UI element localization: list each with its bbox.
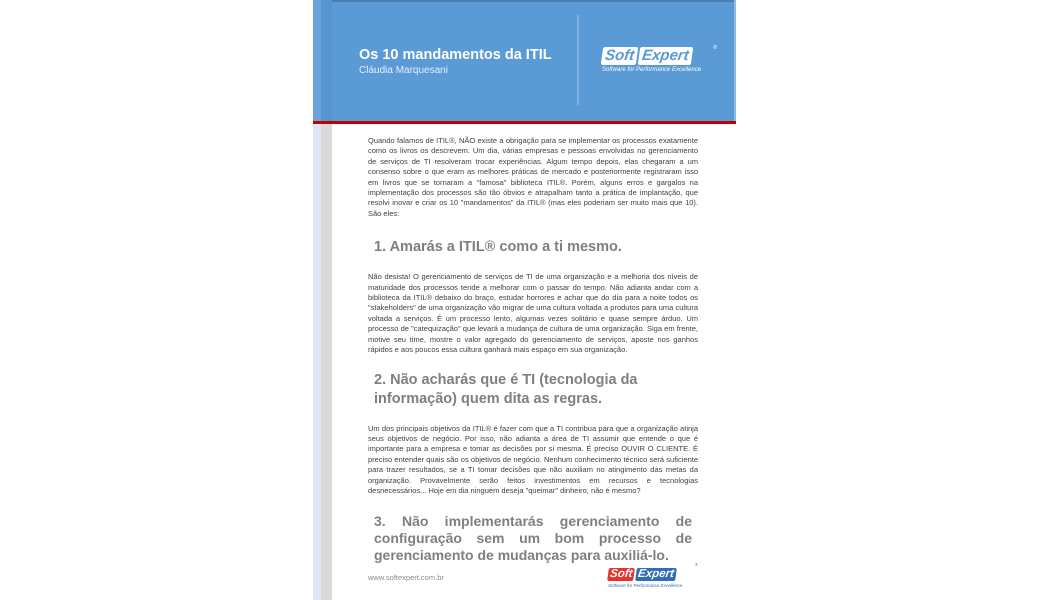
header-right-edge [734,0,736,121]
logo-tagline: Software for Performance Excellence [608,583,683,588]
section-2-heading: 2. Não acharás que é TI (tecnologia da informação) quem dita as regras. [374,371,638,407]
header-left-band [313,0,321,121]
intro-paragraph: Quando falamos de ITIL®, NÃO existe a obrigação para se implementar os processos exatamente como os livros os descrevem. Um dia, várias empresas e pessoas envolvidas no gerenciamento de serviços de TI resolveram trocar experiências. Algum tempo depois, elas chegaram a um consenso sobre o que eram as melhores práticas de mercado e posteriormente registraram isso em livros que se tornaram a "famosa" biblioteca ITIL®. Porém, alguns erros e gargalos na implementação dos processos são tão óbvios e atrapalham tanto a prática de implantação, que resolvi inovar e criar os 10 "mandamentos" da ITIL® (mas eles poderiam ser muito mais que 10). São eles: [368,136,698,218]
logo-word-expert: Expert [638,47,693,65]
header-left-band-shade [321,0,332,121]
section-1-heading: 1. Amarás a ITIL® como a ti mesmo. [374,239,622,256]
section-2-body: Um dos principais objetivos da ITIL® é fazer com que a TI contribua para que a organização atinja seus objetivos de negócio. Por isso, não adianta a área de TI assumir que entende o que é importante para a empresa e tomar as decisões por si mesma. É preciso OUVIR O CLIENTE. É preciso entender quais são os objetivos de negócio. Nenhum conhecimento técnico será suficiente para trazer resultados, se a TI tomar decisões que não auxiliam no atingimento das metas da organização. Provavelmente serão feitos investimentos em recursos e tecnologias desnecessários... Hoje em dia ninguém deseja "queimar" dinheiro, não é mesmo? [368,423,698,495]
document-author: Cláudia Marquesani [359,65,448,76]
document-title: Os 10 mandamentos da ITIL [359,47,552,63]
document-page [313,0,736,600]
header-divider [577,15,579,105]
footer-softexpert-logo [608,564,698,590]
footer-website-link[interactable]: www.softexpert.com.br [368,573,444,582]
registered-mark: ® [713,45,717,51]
section-3-heading: 3. Não implementarás gerenciamento de configuração sem um bom processo de gerenciamento de mudanças para auxiliá-lo. [374,513,692,564]
logo-word-soft: Soft [601,47,639,65]
section-1-body: Não desista! O gerenciamento de serviços de TI de uma organização e a melhoria dos níveis de maturidade dos processos tende a melhorar com o passar do tempo. Não adianta andar com a biblioteca da ITIL® debaixo do braço, estudar horrores e achar que do dia para a noite todos os "stakeholders" de uma organização vão migrar de uma cultura voltada a produtos para uma cultura voltada a serviços. É um processo lento, algumas vezes solitário e quase sempre árduo. Um processo de "catequização" que levará a mudança de cultura de uma organização. Siga em frente, motive seu time, mostre o valor agregado do gerenciamento de serviços, aposte nos ganhos rápidos e aos poucos essa cultura ganhará mais espaço em sua organização. [368,272,698,355]
logo-word-expert: Expert [635,568,677,581]
registered-mark: ® [695,562,698,567]
logo-tagline: Software for Performance Excellence [602,67,702,73]
document-body [368,136,698,564]
header-red-rule [313,121,736,124]
softexpert-logo [602,47,717,81]
document-header [313,0,736,121]
header-top-line [313,0,736,2]
logo-word-soft: Soft [607,568,635,581]
